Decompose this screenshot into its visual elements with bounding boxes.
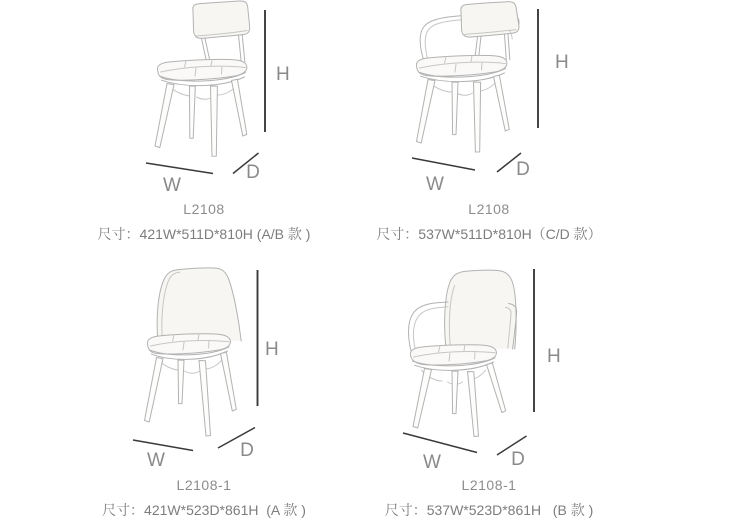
chair-sketch-l2108-1-armchair	[409, 270, 517, 436]
height-label: H	[276, 64, 290, 85]
chair-leg	[468, 372, 479, 437]
chair-leg	[155, 84, 174, 148]
chair-leg	[452, 82, 458, 135]
product-model: L2108-1	[461, 477, 517, 493]
chair-leg	[190, 86, 196, 138]
height-label: H	[265, 339, 279, 360]
product-size: 尺寸：537W*511D*810H（C/D 款）	[376, 226, 602, 242]
product-caption-4	[314, 477, 664, 518]
chair-leg	[211, 86, 218, 156]
chair-sketch-l2108-1-side	[145, 268, 242, 436]
chair-leg	[199, 361, 211, 437]
width-dim-line	[412, 158, 475, 170]
height-label: H	[547, 346, 561, 367]
chair-leg	[413, 369, 432, 429]
chair-leg	[221, 352, 237, 411]
dimension-annotations-2	[412, 9, 569, 195]
width-label: W	[163, 175, 181, 196]
chair-leg	[494, 75, 510, 131]
back-post-right	[505, 34, 510, 60]
width-dim-line	[146, 163, 213, 174]
product-size: 尺寸：421W*511D*810H (A/B 款 )	[97, 226, 311, 242]
height-label: H	[555, 52, 569, 73]
depth-label: D	[246, 162, 260, 183]
chair-leg	[145, 358, 164, 423]
chair-leg	[474, 82, 481, 152]
width-label: W	[426, 174, 444, 195]
seat-aprons	[159, 359, 223, 373]
chair-sketch-l2108-side	[155, 1, 250, 156]
depth-label: D	[516, 159, 530, 180]
depth-label: D	[240, 440, 254, 461]
product-model: L2108-1	[176, 477, 232, 493]
depth-label: D	[511, 449, 525, 470]
chair-leg	[178, 360, 184, 404]
width-dim-line	[133, 440, 193, 451]
seat-aprons	[429, 81, 497, 95]
chair-leg	[487, 363, 506, 413]
chair-leg	[452, 371, 458, 414]
product-size: 尺寸：421W*523D*861H (A 款 )	[102, 502, 306, 518]
product-model: L2108	[468, 201, 510, 217]
chair-leg	[232, 79, 247, 136]
chair-sketch-l2108-armchair	[416, 2, 519, 152]
product-model: L2108	[183, 201, 225, 217]
product-caption-2	[314, 201, 664, 242]
backrest	[193, 1, 250, 38]
width-dim-line	[403, 433, 477, 453]
seat-aprons	[169, 85, 237, 99]
back-post-right	[239, 35, 245, 63]
chair-leg	[417, 80, 436, 144]
width-label: W	[423, 452, 441, 473]
product-size: 尺寸：537W*523D*861H (B 款 )	[384, 502, 594, 518]
width-label: W	[147, 450, 165, 471]
backrest	[445, 270, 517, 349]
